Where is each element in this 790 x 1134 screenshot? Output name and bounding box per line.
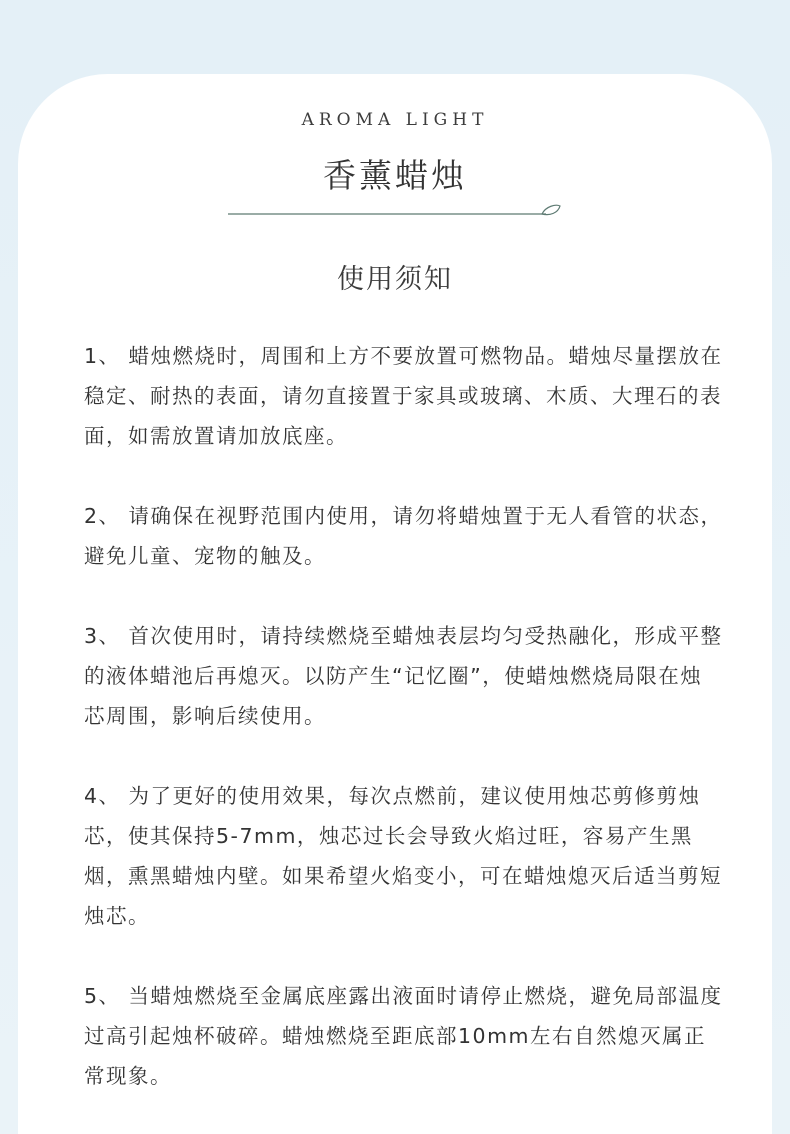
- notes-list: [84, 336, 724, 1134]
- brand-name: AROMA LIGHT: [301, 110, 489, 130]
- note-item: 1、 蜡烛燃烧时，周围和上方不要放置可燃物品。蜡烛尽量摆放在稳定、耐热的表面，请勿直接置于家具或玻璃、木质、大理石的表面，如需放置请加放底座。: [84, 344, 723, 448]
- leaf-icon: [542, 205, 560, 214]
- leaf-divider: [228, 200, 562, 222]
- note-item: 3、 首次使用时，请持续燃烧至蜡烛表层均匀受热融化，形成平整的液体蜡池后再熄灭。以防产生“记忆圈”，使蜡烛燃烧局限在烛芯周围，影响后续使用。: [84, 624, 723, 728]
- note-item: 5、 当蜡烛燃烧至金属底座露出液面时请停止燃烧，避免局部温度过高引起烛杯破碎。蜡烛燃烧至距底部10mm左右自然熄灭属正常现象。: [84, 984, 723, 1088]
- note-item: 2、 请确保在视野范围内使用，请勿将蜡烛置于无人看管的状态，避免儿童、宠物的触及。: [84, 504, 723, 568]
- section-title: 使用须知: [337, 264, 453, 295]
- note-item: 4、 为了更好的使用效果，每次点燃前，建议使用烛芯剪修剪烛芯，使其保持5-7mm，烛芯过长会导致火焰过旺，容易产生黑烟，熏黑蜡烛内壁。如果希望火焰变小，可在蜡烛熄灭后适当剪短烛芯。: [84, 784, 722, 928]
- page-title: 香薰蜡烛: [323, 156, 467, 195]
